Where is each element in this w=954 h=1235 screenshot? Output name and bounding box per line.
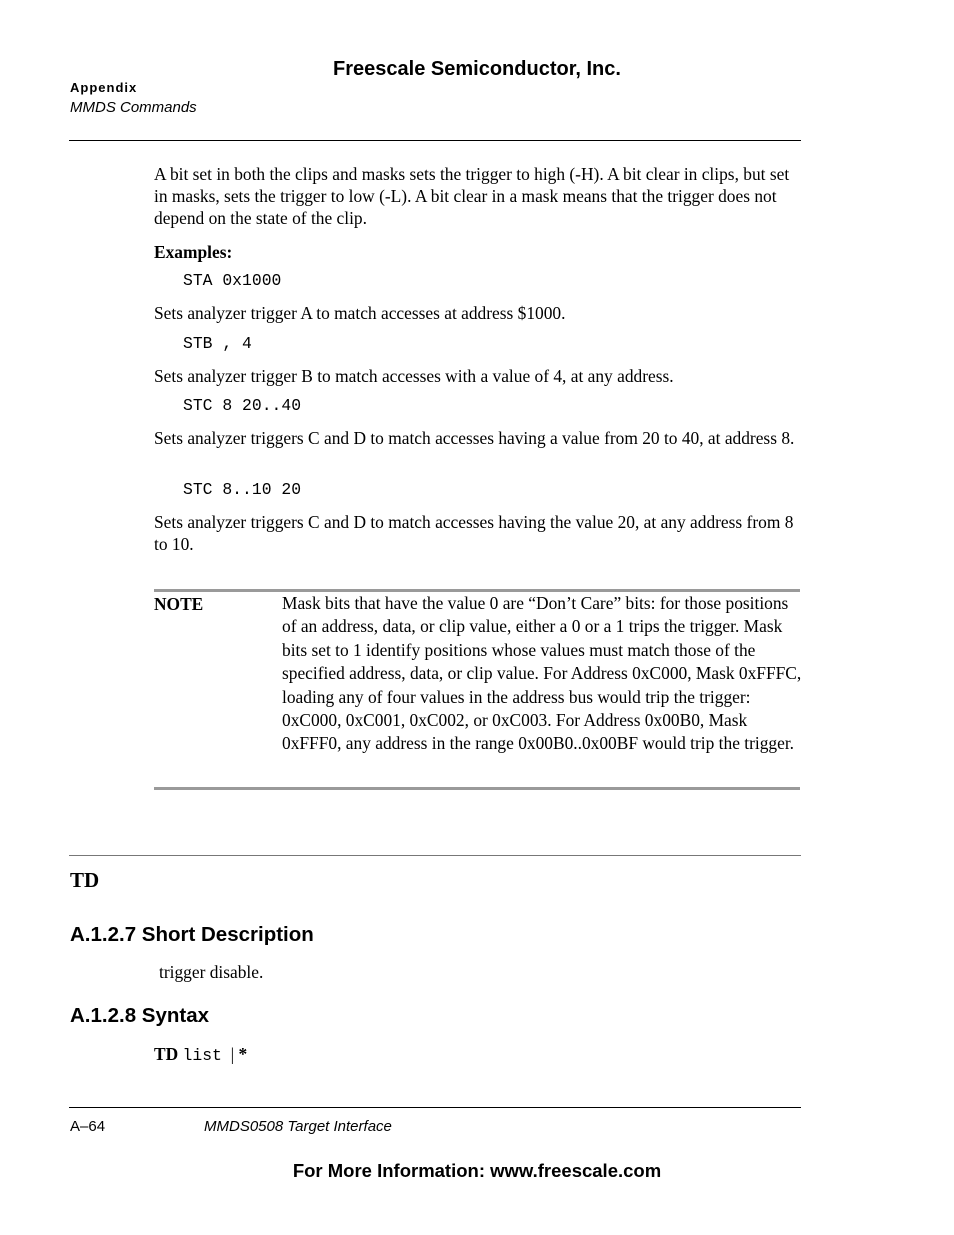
header-rule bbox=[69, 140, 801, 141]
note-label: NOTE bbox=[154, 594, 204, 614]
running-header-section: MMDS Commands bbox=[70, 99, 197, 116]
example-description: Sets analyzer triggers C and D to match accesses having the value 20, at any address from 8 to 10. bbox=[154, 512, 794, 554]
short-description-heading: A.1.2.7 Short Description bbox=[70, 923, 314, 946]
syntax-separator: | bbox=[230, 1044, 235, 1064]
footer-banner: For More Information: www.freescale.com bbox=[292, 1160, 662, 1181]
syntax-alternative: * bbox=[238, 1044, 248, 1064]
intro-paragraph: A bit set in both the clips and masks sets the trigger to high (-H). A bit clear in clips, but set in masks, sets the trigger to low (-L). A bit clear in a mask means that the trigger does not depend on the state of the clip. bbox=[154, 164, 790, 228]
example-code: STC 8..10 20 bbox=[183, 480, 302, 499]
syntax-argument: list bbox=[182, 1046, 222, 1065]
footer-rule bbox=[69, 1107, 801, 1108]
example-code: STB , 4 bbox=[183, 334, 252, 353]
syntax-line bbox=[154, 1043, 247, 1067]
syntax-keyword: TD bbox=[154, 1044, 179, 1064]
example-description: Sets analyzer trigger B to match accesses with a value of 4, at any address. bbox=[154, 366, 674, 386]
note-text: Mask bits that have the value 0 are “Don’t Care” bits: for those positions of an address, data, or clip value, either a 0 or a 1 trips the trigger. Mask bits set to 1 identify positions whose values must match those of the specified address, data, or clip value. For Address 0xC000, Mask 0xFFFC, loading any of four values in the address bus would trip the trigger: 0xC000, 0xC001, 0xC002, or 0xC003. For Address 0x00B0, Mask 0xFFF0, any address in the range 0x00B0..0x00BF would trip the trigger. bbox=[282, 593, 802, 754]
document-title: MMDS0508 Target Interface bbox=[204, 1118, 392, 1135]
syntax-heading: A.1.2.8 Syntax bbox=[70, 1004, 210, 1027]
example-description: Sets analyzer trigger A to match accesses at address $1000. bbox=[154, 303, 566, 323]
example-code: STC 8 20..40 bbox=[183, 396, 302, 415]
company-banner: Freescale Semiconductor, Inc. bbox=[333, 58, 621, 80]
example-description: Sets analyzer triggers C and D to match accesses having a value from 20 to 40, at address 8. bbox=[154, 428, 795, 448]
short-description-text: trigger disable. bbox=[159, 962, 264, 982]
example-code: STA 0x1000 bbox=[183, 271, 282, 290]
command-heading: TD bbox=[70, 868, 100, 892]
page-number: A–64 bbox=[70, 1118, 106, 1135]
running-header-chapter: Appendix bbox=[70, 80, 138, 95]
section-divider bbox=[69, 855, 801, 856]
examples-label: Examples: bbox=[154, 242, 233, 262]
